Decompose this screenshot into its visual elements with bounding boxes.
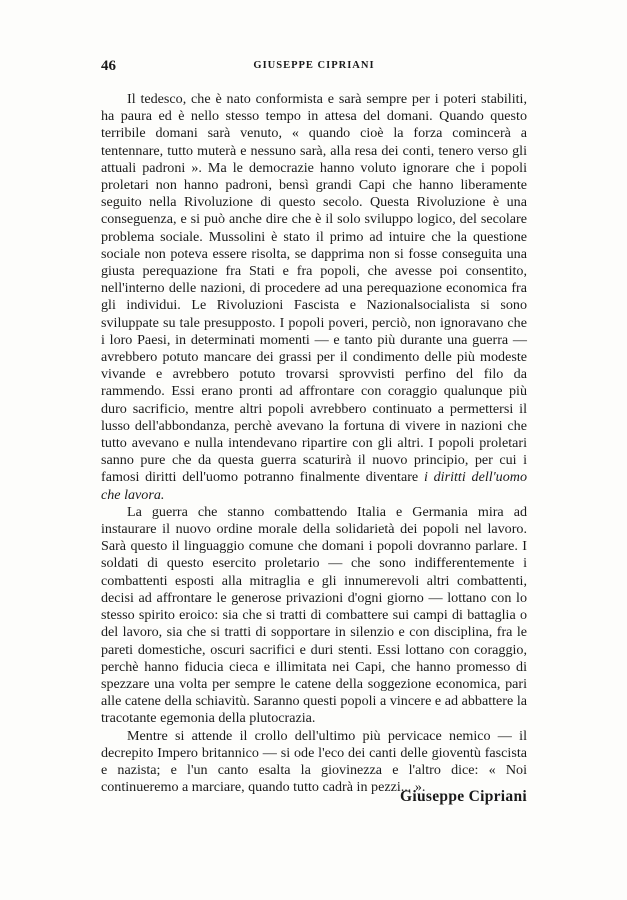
paragraph: [101, 728, 527, 797]
author-signature: Giuseppe Cipriani: [400, 788, 527, 805]
paragraph-text: Mentre si attende il crollo dell'ultimo più pervicace nemico — il decrepito Impero britannico — si ode l'eco dei canti delle gioventù fascista e nazista; e l'un canto esalta la giovinezza e l'altro dice: « Noi continueremo a marciare, quando tutto cadrà in pezzi... ».: [101, 727, 527, 796]
paragraph-text: La guerra che stanno combattendo Italia e Germania mira ad instaurare il nuovo ordine morale della solidarietà dei popoli nel lavoro. Sarà questo il linguaggio comune che domani i popoli dovranno parlare. I soldati di questo esercito proletario — che sono indifferentemente i combattenti esposti alla mitraglia e gli innumerevoli altri combattenti, decisi ad affrontare le generose privazioni d'ogni giorno — lottano con lo stesso spirito eroico: sia che si tratti di combattere sui campi di battaglia o del lavoro, sia che si tratti di sopportare in silenzio e con disciplina, fra le pareti domestiche, oscuri sacrifici e duri stenti. Essi lottano con coraggio, perchè hanno fiducia cieca e illimitata nei Capi, che hanno promesso di spezzare una volta per sempre le catene della soggezione economica, pari alle catene della schiavitù. Saranno questi popoli a vincere e ad abbattere la tracotante egemonia della plutocrazia.: [101, 503, 527, 727]
italic-phrase: i diritti dell'uomo che lavora.: [101, 469, 527, 503]
paragraph: [101, 91, 527, 504]
paragraph-text: Il tedesco, che è nato conformista e sarà sempre per i poteri stabiliti, ha paura ed è nello stesso tempo in attesa del domani. Quando questo terribile domani sarà venuto, « quando cioè la forza comincerà a tentennare, tutto muterà e nessuno sarà, alla resa dei conti, tenero verso gli attuali padroni ». Ma le democrazie hanno voluto ignorare che i popoli proletari non hanno padroni, bensì grandi Capi che hanno liberamente seguito nella Rivoluzione di questo secolo. Questa Rivoluzione è una conseguenza, e si può anche dire che è il solo sviluppo logico, del secolare problema sociale. Mussolini è stato il primo ad intuire che la questione sociale non poteva essere risolta, se dapprima non si fosse conseguita una giusta perequazione fra Stati e fra popoli, che avesse poi consentito, nell'interno delle nazioni, di procedere ad una perequazione economica fra gli individui. Le Rivoluzioni Fascista e Nazionalsocialista si sono sviluppate su tale presupposto. I popoli poveri, perciò, non ignoravano che i loro Paesi, in determinati momenti — e tanto più durante una guerra — avrebbero potuto mancare dei grassi per il condimento delle più modeste vivande e avrebbero potuto trovarsi sprovvisti perfino del filo da rammendo. Essi erano pronti ad affrontare con coraggio qualunque più duro sacrificio, mentre altri popoli avrebbero continuato a permettersi il lusso dell'abbondanza, perchè avevano la fortuna di vivere in nazioni che tutto avevano e nulla intendevano ripartire con gli altri. I popoli proletari sanno pure che da questa guerra scaturirà il nuovo principio, per cui i famosi diritti dell'uomo potranno finalmente diventare: [101, 91, 527, 486]
paragraph: [101, 504, 527, 728]
running-head-title: GIUSEPPE CIPRIANI: [253, 60, 375, 71]
running-head: [101, 58, 527, 78]
page-number: 46: [101, 58, 116, 74]
article-body: [101, 91, 527, 796]
